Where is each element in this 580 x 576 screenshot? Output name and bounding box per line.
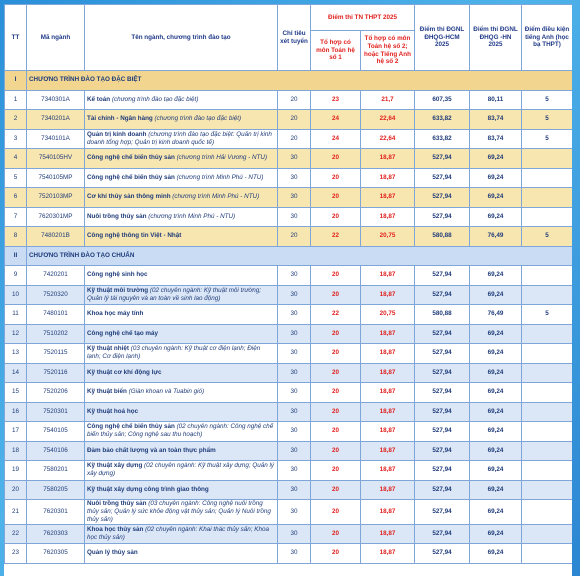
section-title: CHƯƠNG TRÌNH ĐÀO TẠO CHUẨN (27, 246, 573, 266)
table-row (5, 441, 573, 461)
cell-tieng-anh (522, 480, 573, 500)
cell-chi-tieu: 30 (278, 207, 311, 227)
program-name: Công nghệ sinh học (87, 271, 148, 279)
cell-ten-nganh (85, 441, 278, 461)
cell-tieng-anh (522, 544, 573, 564)
cell-tt: 20 (5, 480, 27, 500)
cell-dgnl-hcm: 527,94 (415, 207, 470, 227)
cell-tt: 3 (5, 129, 27, 149)
cell-to-hop-1: 22 (311, 305, 361, 325)
program-name: Kế toán (87, 95, 111, 103)
table-row (5, 461, 573, 481)
cell-to-hop-2: 18,87 (361, 207, 415, 227)
cell-ma-nganh: 7520206 (27, 383, 85, 403)
cell-dgnl-hn: 83,74 (470, 110, 522, 130)
table-row (5, 524, 573, 544)
cell-chi-tieu: 30 (278, 383, 311, 403)
cell-dgnl-hn: 69,24 (470, 402, 522, 422)
cell-chi-tieu: 30 (278, 544, 311, 564)
header-tieng-anh: Điểm điều kiện tiếng Anh (học bạ THPT) (522, 5, 573, 71)
cell-tieng-anh (522, 266, 573, 286)
cell-tt: 12 (5, 324, 27, 344)
cell-ma-nganh: 7580205 (27, 480, 85, 500)
cell-dgnl-hn: 76,49 (470, 227, 522, 247)
table-header (5, 5, 573, 71)
cell-chi-tieu: 30 (278, 480, 311, 500)
cell-dgnl-hn: 69,24 (470, 168, 522, 188)
cell-tieng-anh (522, 207, 573, 227)
cell-tieng-anh (522, 344, 573, 364)
cell-to-hop-2: 20,75 (361, 227, 415, 247)
cell-ma-nganh: 7620303 (27, 524, 85, 544)
program-note: (chương trình Minh Phú - NTU) (148, 212, 236, 220)
table-body (5, 71, 573, 564)
cell-dgnl-hn: 69,24 (470, 461, 522, 481)
cell-dgnl-hn: 69,24 (470, 149, 522, 169)
cell-tieng-anh (522, 188, 573, 208)
cell-to-hop-1: 20 (311, 441, 361, 461)
cell-ma-nganh: 7520115 (27, 344, 85, 364)
table-row (5, 305, 573, 325)
cell-ma-nganh: 7510202 (27, 324, 85, 344)
program-name: Đảm bảo chất lượng và an toàn thực phẩm (87, 446, 216, 454)
cell-chi-tieu: 30 (278, 324, 311, 344)
cell-to-hop-2: 18,87 (361, 266, 415, 286)
cell-tieng-anh: 5 (522, 305, 573, 325)
cell-to-hop-2: 18,87 (361, 524, 415, 544)
cell-tieng-anh (522, 441, 573, 461)
cell-ma-nganh: 7580201 (27, 461, 85, 481)
admission-table (4, 4, 572, 564)
cell-dgnl-hn: 69,24 (470, 266, 522, 286)
admission-score-sheet (4, 4, 572, 576)
cell-dgnl-hcm: 607,35 (415, 90, 470, 110)
cell-tieng-anh (522, 168, 573, 188)
table-row (5, 500, 573, 525)
program-name: Quản lý thủy sản (87, 549, 138, 557)
cell-ten-nganh (85, 149, 278, 169)
program-note: (chương trình đào tạo đặc biệt: Quản trị kinh doanh tổng hợp; Quản trị kinh doanh quốc tế) (87, 130, 272, 146)
cell-to-hop-1: 20 (311, 285, 361, 305)
cell-chi-tieu: 30 (278, 461, 311, 481)
table-row (5, 383, 573, 403)
cell-to-hop-2: 18,87 (361, 500, 415, 525)
cell-ten-nganh (85, 266, 278, 286)
cell-ten-nganh (85, 344, 278, 364)
cell-dgnl-hcm: 580,88 (415, 227, 470, 247)
cell-dgnl-hcm: 527,94 (415, 422, 470, 442)
cell-chi-tieu: 20 (278, 227, 311, 247)
table-row (5, 285, 573, 305)
cell-dgnl-hn: 69,24 (470, 480, 522, 500)
program-note: (Giàn khoan và Tuabin gió) (128, 388, 205, 396)
program-note: (03 chuyên ngành: Kỹ thuật cơ điện lạnh; Điện lạnh; Cơ điện lạnh) (87, 345, 261, 361)
cell-to-hop-1: 20 (311, 149, 361, 169)
cell-tt: 6 (5, 188, 27, 208)
cell-ten-nganh (85, 110, 278, 130)
cell-chi-tieu: 30 (278, 305, 311, 325)
cell-dgnl-hn: 69,24 (470, 383, 522, 403)
program-name: Công nghệ chế biến thủy sản (87, 423, 175, 431)
cell-dgnl-hcm: 633,82 (415, 129, 470, 149)
program-name: Kỹ thuật xây dựng (87, 462, 143, 470)
cell-chi-tieu: 30 (278, 441, 311, 461)
program-note: (chương trình đào tạo đặc biệt) (154, 115, 242, 123)
cell-dgnl-hn: 69,24 (470, 500, 522, 525)
cell-to-hop-1: 20 (311, 383, 361, 403)
cell-ten-nganh (85, 500, 278, 525)
program-note: (03 chuyên ngành: Công nghệ nuôi trồng thủy sản; Quản lý sức khỏe động vật thủy sản; Quản lý Nuôi trồng thủy sản) (87, 500, 271, 523)
cell-tt: 15 (5, 383, 27, 403)
cell-ma-nganh: 7520320 (27, 285, 85, 305)
cell-dgnl-hcm: 527,94 (415, 500, 470, 525)
cell-to-hop-2: 18,87 (361, 402, 415, 422)
program-note: (02 chuyên ngành: Kỹ thuật môi trường; Quản lý tài nguyên và an toàn về sinh lao động) (87, 286, 261, 302)
cell-dgnl-hn: 76,49 (470, 305, 522, 325)
program-name: Kỹ thuật xây dựng công trình giao thông (87, 485, 209, 493)
header-to-hop-1: Tổ hợp có môn Toán hệ số 1 (311, 31, 361, 71)
section-number: I (5, 71, 27, 91)
cell-to-hop-2: 18,87 (361, 363, 415, 383)
cell-ten-nganh (85, 227, 278, 247)
cell-to-hop-2: 18,87 (361, 285, 415, 305)
cell-to-hop-2: 22,64 (361, 110, 415, 130)
cell-dgnl-hcm: 527,94 (415, 480, 470, 500)
cell-tieng-anh: 5 (522, 90, 573, 110)
header-tt: TT (5, 5, 27, 71)
section-title: CHƯƠNG TRÌNH ĐÀO TẠO ĐẶC BIỆT (27, 71, 573, 91)
program-note: (chương trình Hải Vương - NTU) (176, 154, 268, 162)
cell-to-hop-1: 20 (311, 524, 361, 544)
cell-to-hop-2: 18,87 (361, 168, 415, 188)
cell-to-hop-1: 20 (311, 207, 361, 227)
cell-tt: 18 (5, 441, 27, 461)
table-row (5, 324, 573, 344)
program-name: Kỹ thuật cơ khí động lực (87, 368, 162, 376)
cell-to-hop-2: 21,7 (361, 90, 415, 110)
header-dgnl-hcm: Điểm thi ĐGNL ĐHQG-HCM 2025 (415, 5, 470, 71)
cell-dgnl-hn: 69,24 (470, 544, 522, 564)
cell-ten-nganh (85, 524, 278, 544)
cell-chi-tieu: 30 (278, 266, 311, 286)
cell-to-hop-2: 18,87 (361, 188, 415, 208)
cell-dgnl-hn: 69,24 (470, 363, 522, 383)
cell-ma-nganh: 7340201A (27, 110, 85, 130)
table-row (5, 149, 573, 169)
cell-to-hop-1: 20 (311, 324, 361, 344)
program-name: Công nghệ chế tạo máy (87, 329, 159, 337)
cell-ma-nganh: 7540106 (27, 441, 85, 461)
program-name: Nuôi trồng thủy sản (87, 212, 147, 220)
cell-to-hop-1: 24 (311, 129, 361, 149)
cell-tt: 22 (5, 524, 27, 544)
table-row (5, 344, 573, 364)
cell-tt: 1 (5, 90, 27, 110)
cell-ma-nganh: 7520301 (27, 402, 85, 422)
cell-tieng-anh (522, 500, 573, 525)
cell-dgnl-hcm: 527,94 (415, 266, 470, 286)
cell-tt: 4 (5, 149, 27, 169)
cell-tt: 5 (5, 168, 27, 188)
cell-ten-nganh (85, 207, 278, 227)
cell-to-hop-1: 20 (311, 480, 361, 500)
cell-chi-tieu: 30 (278, 285, 311, 305)
cell-tt: 16 (5, 402, 27, 422)
program-name: Kỹ thuật biển (87, 388, 127, 396)
cell-to-hop-2: 20,75 (361, 305, 415, 325)
cell-ma-nganh: 7520116 (27, 363, 85, 383)
cell-to-hop-1: 22 (311, 227, 361, 247)
cell-ten-nganh (85, 129, 278, 149)
cell-ma-nganh: 7340101A (27, 129, 85, 149)
cell-chi-tieu: 30 (278, 168, 311, 188)
cell-ten-nganh (85, 285, 278, 305)
cell-tieng-anh (522, 363, 573, 383)
cell-tieng-anh (522, 149, 573, 169)
header-diem-thi-group: Điểm thi TN THPT 2025 (311, 5, 415, 31)
cell-tieng-anh (522, 402, 573, 422)
table-row (5, 544, 573, 564)
cell-tieng-anh (522, 383, 573, 403)
program-name: Kỹ thuật hoá học (87, 407, 139, 415)
cell-ten-nganh (85, 168, 278, 188)
cell-tieng-anh (522, 422, 573, 442)
table-row (5, 227, 573, 247)
cell-dgnl-hcm: 527,94 (415, 344, 470, 364)
table-row (5, 422, 573, 442)
program-name: Công nghệ thông tin Việt - Nhật (87, 232, 182, 240)
cell-dgnl-hcm: 580,88 (415, 305, 470, 325)
cell-to-hop-2: 22,64 (361, 129, 415, 149)
cell-ten-nganh (85, 402, 278, 422)
cell-ten-nganh (85, 461, 278, 481)
cell-dgnl-hn: 69,24 (470, 188, 522, 208)
table-row (5, 90, 573, 110)
cell-ma-nganh: 7340301A (27, 90, 85, 110)
cell-tt: 10 (5, 285, 27, 305)
cell-to-hop-1: 20 (311, 168, 361, 188)
cell-dgnl-hn: 69,24 (470, 441, 522, 461)
cell-tieng-anh (522, 524, 573, 544)
cell-to-hop-1: 20 (311, 188, 361, 208)
header-chi-tieu: Chỉ tiêu xét tuyển (278, 5, 311, 71)
header-ma-nganh: Mã ngành (27, 5, 85, 71)
cell-dgnl-hcm: 633,82 (415, 110, 470, 130)
cell-tieng-anh (522, 461, 573, 481)
cell-to-hop-1: 20 (311, 363, 361, 383)
cell-tt: 11 (5, 305, 27, 325)
cell-tt: 7 (5, 207, 27, 227)
cell-dgnl-hcm: 527,94 (415, 285, 470, 305)
cell-dgnl-hcm: 527,94 (415, 363, 470, 383)
cell-ma-nganh: 7480201B (27, 227, 85, 247)
cell-tt: 9 (5, 266, 27, 286)
cell-to-hop-2: 18,87 (361, 344, 415, 364)
cell-dgnl-hn: 69,24 (470, 285, 522, 305)
cell-ma-nganh: 7620305 (27, 544, 85, 564)
table-row (5, 266, 573, 286)
cell-tieng-anh: 5 (522, 110, 573, 130)
table-row (5, 207, 573, 227)
cell-tieng-anh: 5 (522, 129, 573, 149)
cell-tt: 2 (5, 110, 27, 130)
cell-chi-tieu: 30 (278, 363, 311, 383)
program-name: Khoa học máy tính (87, 310, 144, 318)
program-name: Nuôi trồng thủy sản (87, 500, 147, 507)
cell-dgnl-hcm: 527,94 (415, 402, 470, 422)
cell-dgnl-hcm: 527,94 (415, 461, 470, 481)
cell-ma-nganh: 7520103MP (27, 188, 85, 208)
cell-dgnl-hn: 83,74 (470, 129, 522, 149)
cell-ten-nganh (85, 324, 278, 344)
cell-to-hop-2: 18,87 (361, 324, 415, 344)
header-ten-nganh: Tên ngành, chương trình đào tạo (85, 5, 278, 71)
cell-dgnl-hcm: 527,94 (415, 149, 470, 169)
section-row (5, 246, 573, 266)
section-row (5, 71, 573, 91)
cell-chi-tieu: 30 (278, 344, 311, 364)
table-row (5, 363, 573, 383)
cell-dgnl-hn: 69,24 (470, 344, 522, 364)
header-dgnl-hn: Điểm thi ĐGNL ĐHQG -HN 2025 (470, 5, 522, 71)
table-row (5, 129, 573, 149)
cell-tieng-anh (522, 324, 573, 344)
cell-ten-nganh (85, 480, 278, 500)
cell-to-hop-2: 18,87 (361, 461, 415, 481)
cell-chi-tieu: 30 (278, 188, 311, 208)
cell-tt: 23 (5, 544, 27, 564)
cell-tt: 14 (5, 363, 27, 383)
cell-tt: 13 (5, 344, 27, 364)
cell-to-hop-2: 18,87 (361, 544, 415, 564)
header-to-hop-2: Tổ hợp có môn Toán hệ số 2; hoặc Tiếng Anh hệ số 2 (361, 31, 415, 71)
program-name: Tài chính - Ngân hàng (87, 115, 153, 123)
cell-tt: 17 (5, 422, 27, 442)
cell-tieng-anh (522, 285, 573, 305)
program-note: (02 chuyên ngành: Công nghệ chế biến thủy sản; Công nghệ sau thu hoạch) (87, 423, 274, 439)
cell-dgnl-hn: 69,24 (470, 524, 522, 544)
cell-dgnl-hcm: 527,94 (415, 324, 470, 344)
cell-ten-nganh (85, 383, 278, 403)
cell-chi-tieu: 30 (278, 422, 311, 442)
cell-dgnl-hcm: 527,94 (415, 524, 470, 544)
cell-tieng-anh: 5 (522, 227, 573, 247)
table-row (5, 168, 573, 188)
cell-dgnl-hcm: 527,94 (415, 168, 470, 188)
program-note: (chương trình đào tạo đặc biệt) (111, 95, 199, 103)
cell-to-hop-2: 18,87 (361, 383, 415, 403)
cell-dgnl-hn: 69,24 (470, 422, 522, 442)
program-name: Công nghệ chế biến thủy sản (87, 154, 175, 162)
cell-ma-nganh: 7420201 (27, 266, 85, 286)
cell-to-hop-2: 18,87 (361, 441, 415, 461)
cell-to-hop-1: 20 (311, 344, 361, 364)
cell-to-hop-1: 23 (311, 90, 361, 110)
cell-chi-tieu: 30 (278, 149, 311, 169)
cell-ten-nganh (85, 305, 278, 325)
cell-to-hop-2: 18,87 (361, 422, 415, 442)
cell-to-hop-1: 20 (311, 266, 361, 286)
program-name: Công nghệ chế biến thủy sản (87, 173, 175, 181)
cell-to-hop-1: 20 (311, 422, 361, 442)
cell-to-hop-1: 20 (311, 461, 361, 481)
table-row (5, 110, 573, 130)
cell-dgnl-hcm: 527,94 (415, 441, 470, 461)
cell-chi-tieu: 30 (278, 524, 311, 544)
cell-dgnl-hcm: 527,94 (415, 383, 470, 403)
cell-dgnl-hcm: 527,94 (415, 188, 470, 208)
cell-ma-nganh: 7620301MP (27, 207, 85, 227)
cell-ten-nganh (85, 188, 278, 208)
cell-chi-tieu: 20 (278, 110, 311, 130)
cell-chi-tieu: 20 (278, 90, 311, 110)
program-note: (02 chuyên ngành: Kỹ thuật xây dựng; Quản lý xây dựng) (87, 462, 275, 478)
cell-ten-nganh (85, 363, 278, 383)
cell-chi-tieu: 20 (278, 129, 311, 149)
cell-to-hop-2: 18,87 (361, 149, 415, 169)
cell-to-hop-1: 20 (311, 402, 361, 422)
cell-tt: 19 (5, 461, 27, 481)
section-number: II (5, 246, 27, 266)
cell-to-hop-1: 20 (311, 544, 361, 564)
cell-to-hop-1: 20 (311, 500, 361, 525)
cell-dgnl-hn: 69,24 (470, 207, 522, 227)
table-row (5, 480, 573, 500)
program-name: Quản trị kinh doanh (87, 130, 147, 138)
cell-dgnl-hcm: 527,94 (415, 544, 470, 564)
cell-ten-nganh (85, 544, 278, 564)
cell-chi-tieu: 30 (278, 402, 311, 422)
cell-chi-tieu: 30 (278, 500, 311, 525)
cell-tt: 8 (5, 227, 27, 247)
cell-dgnl-hn: 80,11 (470, 90, 522, 110)
program-note: (chương trình Minh Phú - NTU) (176, 173, 264, 181)
cell-ma-nganh: 7620301 (27, 500, 85, 525)
cell-ma-nganh: 7480101 (27, 305, 85, 325)
program-note: (02 chuyên ngành: Khai thác thủy sản; Khoa học thủy sản) (87, 525, 270, 541)
cell-ten-nganh (85, 90, 278, 110)
program-name: Kỹ thuật nhiệt (87, 345, 129, 353)
cell-ma-nganh: 7540105MP (27, 168, 85, 188)
cell-ten-nganh (85, 422, 278, 442)
program-note: (chương trình Minh Phú - NTU) (172, 193, 260, 201)
table-row (5, 402, 573, 422)
program-name: Kỹ thuật môi trường (87, 286, 149, 294)
cell-tt: 21 (5, 500, 27, 525)
program-name: Cơ khí thủy sản thông minh (87, 193, 171, 201)
table-row (5, 188, 573, 208)
cell-to-hop-2: 18,87 (361, 480, 415, 500)
cell-to-hop-1: 24 (311, 110, 361, 130)
cell-ma-nganh: 7540105HV (27, 149, 85, 169)
cell-ma-nganh: 7540105 (27, 422, 85, 442)
cell-dgnl-hn: 69,24 (470, 324, 522, 344)
program-name: Khoa học thủy sản (87, 525, 144, 533)
